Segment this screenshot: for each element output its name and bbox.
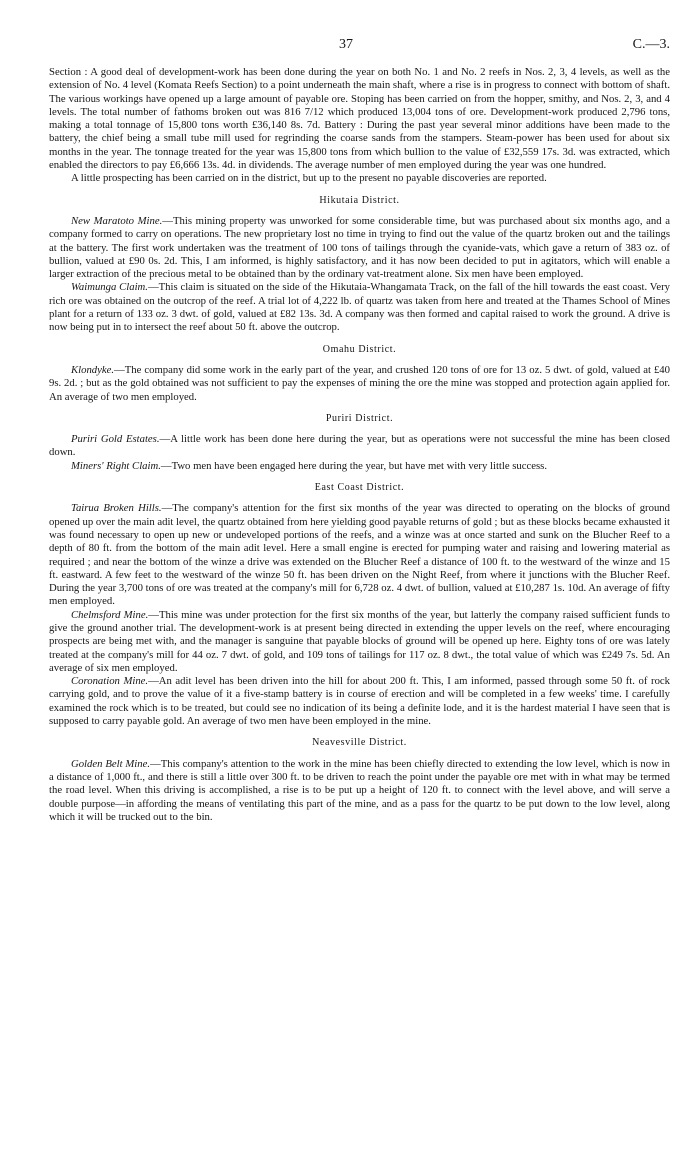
mine-text: —The company's attention for the first six months of the year was directed to operating on the blocks of ground opened up over the main adit level, the quartz obtained from here yielding good payable returns of gold ; but as these blocks became exhausted it was found necessary to open up new or undeveloped portions of the reefs, and a winze was at once started and sunk on the Blucher Reef to a depth of 80 ft. from the bottom of the main adit level. Here a small engine is erected for pumping water and raising and lowering material as required ; and near the bottom of the winze a drive was extended on the Blucher Reef a distance of 100 ft. to the westward of the winze and 15 ft. eastward. A few feet to the westward of the winze 50 ft. has been driven on the Night Reef, from where it junctions with the Blucher Reef. During the year 3,700 tons of ore was treated at the company's mill for 6,728 oz. 4 dwt. of bullion, valued at £10,287 1s. 10d. An average of fifty men employed. bbox=[49, 502, 670, 608]
mine-paragraph bbox=[49, 433, 670, 460]
mine-name: Coronation Mine. bbox=[71, 675, 149, 688]
mine-paragraph bbox=[49, 460, 670, 473]
mine-paragraph bbox=[49, 609, 670, 675]
mine-name: Golden Belt Mine. bbox=[71, 757, 151, 770]
page-number: 37 bbox=[339, 37, 353, 52]
intro-paragraph-1: Section : A good deal of development-work has been done during the year on both No. 1 and No. 2 reefs in Nos. 2, 3, 4 levels, as well as the extension of No. 4 level (Komata Reefs Section) to a point underneath the main shaft, where a rise is in progress to connect with bottom of shaft. The various workings have opened up a large amount of payable ore. Stoping has been carried on from the hopper, smithy, and Nos. 2, 3, and 4 levels. The total number of fathoms broken out was 816 7/12 which produced 13,004 tons of ore. Development-work produced 2,796 tons, making a total tonnage of 15,800 tons worth £36,140 8s. 7d. Battery : During the past year several minor additions have been made to the battery, the chief being a small tube mill used for regrinding the coarse sands from the stampers. Steam-power has been used for about six months in the year. The tonnage treated for the year was 15,800 tons from which bullion to the value of £32,559 17s. 3d. was extracted, which enabled the directors to pay £6,666 13s. 4d. in dividends. The average number of men employed during the year was one hundred. bbox=[49, 66, 670, 172]
section-heading: Omahu District. bbox=[322, 343, 397, 355]
mine-paragraph bbox=[49, 675, 670, 728]
mine-name: Miners' Right Claim. bbox=[71, 459, 161, 472]
mine-name: Chelmsford Mine. bbox=[71, 608, 149, 621]
section-heading: East Coast District. bbox=[314, 482, 405, 494]
section-omahu bbox=[49, 343, 670, 404]
mine-text: —Two men have been engaged here during the year, but have met with very little success. bbox=[160, 459, 547, 472]
mine-name: Tairua Broken Hills. bbox=[71, 502, 162, 515]
mine-name: Puriri Gold Estates. bbox=[71, 433, 160, 446]
mine-text: —This claim is situated on the side of the Hikutaia-Whangamata Track, on the fall of the hill towards the east coast. Very rich ore was obtained on the outcrop of the reef. A trial lot of 4,222 lb. of quartz was taken from here and treated at the Thames School of Mines plant for a return of 133 oz. 3 dwt. of gold, valued at £82 13s. 3d. A company was then formed and capital raised to work the ground. A drive is now being put in to intersect the reef about 50 ft. above the outcrop. bbox=[49, 281, 670, 334]
intro-paragraph-2: A little prospecting has been carried on in the district, but up to the present no payable discoveries are reported. bbox=[71, 172, 547, 185]
mine-paragraph bbox=[49, 758, 670, 824]
mine-paragraph bbox=[49, 281, 670, 334]
mine-name: Waimunga Claim. bbox=[71, 281, 148, 294]
mine-text: —A little work has been done here during the year, but as operations were not successful the mine has been closed down. bbox=[49, 433, 670, 459]
mine-paragraph bbox=[49, 502, 670, 608]
document-reference: C.—3. bbox=[632, 37, 670, 52]
mine-name: Klondyke. bbox=[71, 363, 115, 376]
mine-text: —An adit level has been driven into the hill for about 200 ft. This, I am informed, passed through some 50 ft. of rock carrying gold, and to prove the value of it a five-stamp battery is in course of erection and will be completed in a few weeks' time. I carefully examined the rock which is to be treated, but could see no indication of its being a definite lode, and it is the hardest material I have seen that is supposed to carry payable gold. An average of two men have been employed in the mine. bbox=[49, 675, 670, 728]
mine-text: —This company's attention to the work in the mine has been chiefly directed to extending the low level, which is now in a distance of 1,000 ft., and there is still a little over 300 ft. to be driven to reach the point under the payable ore met with in what may be termed the road level. When this driving is accomplished, a rise is to be put up a height of 120 ft. to connect with the level above, and will serve a double purpose—in affording the means of ventilating this part of the mine, and as a pass for the quartz to be put down to the low level, along which it will be trucked out to the bin. bbox=[49, 757, 670, 823]
section-heading: Puriri District. bbox=[325, 412, 394, 424]
mine-text: —This mine was under protection for the first six months of the year, but latterly the company raised sufficient funds to give the ground another trial. The development-work is at present being directed in extending the upper levels on the reef, where encouraging prospects are being met with, and the manager is sanguine that payable blocks of ground will be opened up here. Eighty tons of ore was lately treated at the company's mill for 44 oz. 7 dwt. of gold, and 109 tons of tailings for 117 oz. 8 dwt., the total value of which was £249 7s. 5d. An average of six men employed. bbox=[49, 608, 670, 674]
section-neavesville bbox=[49, 736, 670, 824]
mine-paragraph bbox=[49, 364, 670, 404]
section-heading: Neavesville District. bbox=[312, 737, 407, 749]
mine-name: New Maratoto Mine. bbox=[71, 214, 163, 227]
mine-text: —The company did some work in the early part of the year, and crushed 120 tons of ore for 13 oz. 5 dwt. of gold, valued at £40 9s. 2d. ; but as the gold obtained was not sufficient to pay the expenses of mining the ore the mine was stopped and protection again applied for. An average of two men employed. bbox=[49, 363, 670, 403]
section-puriri bbox=[49, 412, 670, 473]
section-hikutaia bbox=[49, 194, 670, 335]
section-east-coast bbox=[49, 481, 670, 728]
mine-paragraph bbox=[49, 215, 670, 281]
mine-text: —This mining property was unworked for some considerable time, but was purchased about six months ago, and a company formed to carry on operations. The new proprietary lost no time in trying to find out the value of the quartz broken out and the tailings at the battery. The first work undertaken was the treatment of 100 tons of tailings through the cyanide-vats, which gave a return of 383 oz. of bullion, valued at £90 0s. 2d. This, I am informed, is highly satisfactory, and it has now been decided to put in agitators, which will enable a larger extraction of the precious metal to be obtained than by the ordinary vat-treatment alone. Six men have been employed. bbox=[49, 214, 670, 281]
section-heading: Hikutaia District. bbox=[319, 194, 400, 206]
page-header bbox=[49, 38, 670, 60]
